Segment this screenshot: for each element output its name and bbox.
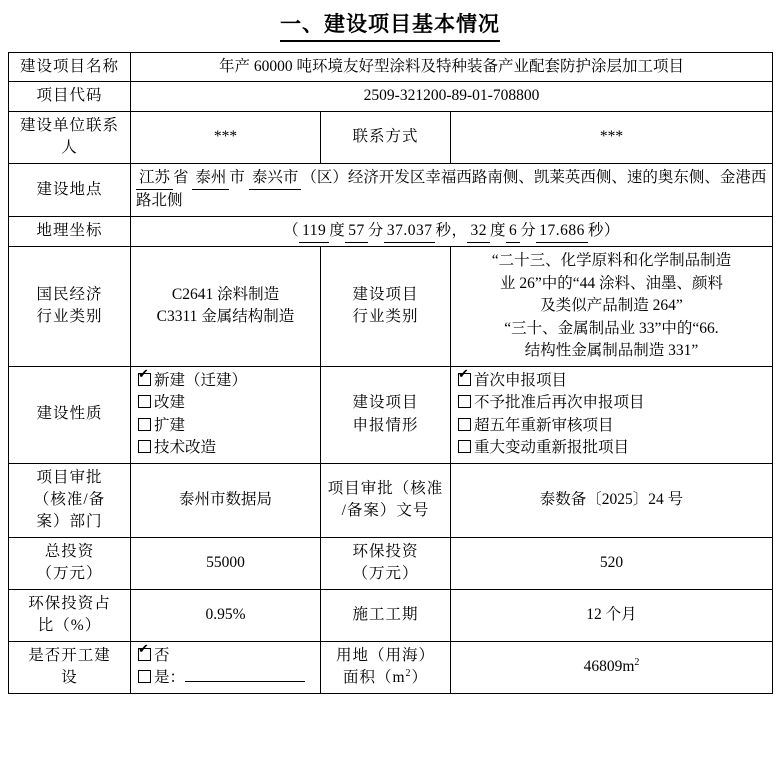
checkbox-option-yes[interactable] — [136, 667, 315, 689]
value-land-area — [451, 641, 773, 693]
value-coordinates: （ 119 度 57 分 37.037 秒， 32 度 6 分 17.686 秒） — [131, 216, 773, 246]
table-row — [9, 537, 773, 589]
label-construction-period: 施工工期 — [321, 589, 451, 641]
label-contact-method: 联系方式 — [321, 111, 451, 163]
coord-lat-second: 17.686 — [536, 220, 588, 243]
table-row — [9, 82, 773, 111]
option-label: 技术改造 — [154, 439, 217, 457]
location-city-suffix: 市 — [229, 168, 245, 186]
option-label: 不予批准后再次申报项目 — [474, 394, 645, 412]
checkbox-option-tech-upgrade[interactable] — [136, 437, 315, 459]
location-detail: 经济开发区幸福西路南侧、凯莱英西侧、速的奥东侧、金港西路北侧 — [136, 168, 767, 210]
label-industry-category — [9, 247, 131, 366]
option-label: 改建 — [154, 394, 186, 412]
coord-lon-degree: 119 — [299, 220, 329, 243]
project-industry-line-5: 结构性金属制品制造 331” — [524, 342, 699, 360]
checkbox-icon[interactable] — [458, 395, 471, 408]
label-approval-doc-line1: 项目审批（核准 — [327, 479, 444, 497]
value-contact-method: *** — [451, 111, 773, 163]
page-title-text: 一、建设项目基本情况 — [280, 8, 500, 42]
label-industry-category-line2: 行业类别 — [36, 308, 103, 326]
coord-lat-degree-unit: 度 — [489, 221, 506, 239]
checkbox-icon[interactable] — [138, 395, 151, 408]
table-row — [9, 247, 773, 366]
label-approval-department — [9, 463, 131, 537]
coord-lat-degree: 32 — [467, 220, 490, 243]
location-province: 江苏 — [136, 167, 173, 190]
option-label: 扩建 — [154, 416, 186, 434]
label-declaration-line1: 建设项目 — [352, 394, 419, 412]
label-started-line1: 是否开工建 — [28, 646, 111, 664]
label-env-ratio-line1: 环保投资占 — [28, 594, 111, 612]
checkbox-icon[interactable] — [138, 373, 151, 386]
value-total-investment: 55000 — [131, 537, 321, 589]
label-env-ratio-line2: 比（%） — [37, 617, 102, 635]
label-env-investment — [321, 537, 451, 589]
value-project-code: 2509-321200-89-01-708800 — [131, 82, 773, 111]
label-project-industry-category — [321, 247, 451, 366]
location-city: 泰州 — [192, 167, 229, 190]
label-approval-dept-line1: 项目审批 — [36, 468, 103, 486]
label-industry-category-line1: 国民经济 — [36, 285, 103, 303]
project-industry-line-2: 业 26”中的“44 涂料、油墨、颜料 — [499, 274, 723, 292]
option-label: 否 — [154, 646, 170, 664]
value-env-investment-ratio: 0.95% — [131, 589, 321, 641]
option-label: 是： — [154, 669, 186, 687]
label-approval-dept-line2: （核准/备 — [33, 490, 106, 508]
label-total-investment-line2: （万元） — [36, 565, 103, 583]
label-project-industry-line1: 建设项目 — [352, 285, 419, 303]
declaration-type-options — [451, 366, 773, 463]
label-declaration-line2: 申报情形 — [352, 416, 419, 434]
checkbox-icon[interactable] — [138, 670, 151, 683]
location-province-suffix: 省 — [173, 168, 189, 186]
table-row — [9, 641, 773, 693]
table-row — [9, 366, 773, 463]
value-approval-document-no: 泰数备〔2025〕24 号 — [451, 463, 773, 537]
start-date-input[interactable] — [185, 681, 305, 682]
label-env-investment-line1: 环保投资 — [352, 542, 419, 560]
label-project-name: 建设项目名称 — [9, 53, 131, 82]
land-area-unit-sup: 2 — [634, 657, 640, 669]
label-env-investment-line2: （万元） — [352, 565, 419, 583]
coord-lon-second-unit: 秒 — [435, 221, 452, 239]
value-construction-period: 12 个月 — [451, 589, 773, 641]
project-basic-info-table — [8, 52, 773, 694]
checkbox-icon[interactable] — [138, 418, 151, 431]
industry-code-1: C2641 涂料制造 — [171, 285, 280, 303]
value-approval-department: 泰州市数据局 — [131, 463, 321, 537]
table-row — [9, 463, 773, 537]
label-construction-started — [9, 641, 131, 693]
checkbox-option-first-declaration[interactable] — [456, 370, 767, 392]
label-land-area — [321, 641, 451, 693]
coord-lat-minute-unit: 分 — [520, 221, 537, 239]
checkbox-option-expand[interactable] — [136, 415, 315, 437]
project-industry-line-1: “二十三、化学原料和化学制品制造 — [491, 252, 732, 270]
location-district-suffix: （区） — [301, 168, 348, 186]
coord-lon-minute-unit: 分 — [367, 221, 384, 239]
checkbox-option-new[interactable] — [136, 370, 315, 392]
table-row — [9, 53, 773, 82]
label-construction-nature: 建设性质 — [9, 366, 131, 463]
option-label: 新建（迁建） — [154, 371, 248, 389]
project-industry-line-3: 及类似产品制造 264” — [540, 297, 683, 315]
value-contact-person: *** — [131, 111, 321, 163]
coord-lon-second: 37.037 — [384, 220, 436, 243]
value-env-investment: 520 — [451, 537, 773, 589]
checkbox-option-rebuild[interactable] — [136, 392, 315, 414]
label-approval-document-no — [321, 463, 451, 537]
table-row — [9, 163, 773, 216]
checkbox-option-major-change[interactable] — [456, 437, 767, 459]
coord-lon-degree-unit: 度 — [329, 221, 346, 239]
checkbox-option-no[interactable] — [136, 645, 315, 667]
industry-code-2: C3311 金属结构制造 — [156, 308, 295, 326]
land-area-number: 46809m — [583, 658, 635, 676]
construction-started-options — [131, 641, 321, 693]
checkbox-option-redeclaration[interactable] — [456, 392, 767, 414]
checkbox-icon[interactable] — [458, 373, 471, 386]
option-label: 超五年重新审核项目 — [474, 416, 614, 434]
value-location — [131, 163, 773, 216]
coord-lat-second-unit: 秒 — [587, 221, 604, 239]
page-title — [8, 0, 772, 52]
label-project-industry-line2: 行业类别 — [352, 308, 419, 326]
value-project-name: 年产 60000 吨环境友好型涂料及特种装备产业配套防护涂层加工项目 — [131, 53, 773, 82]
option-label: 首次申报项目 — [474, 371, 568, 389]
label-approval-doc-line2: /备案）文号 — [341, 502, 430, 520]
label-land-area-line1: 用地（用海） — [335, 646, 435, 664]
checkbox-option-over-five-years[interactable] — [456, 415, 767, 437]
label-approval-dept-line3: 案）部门 — [36, 513, 103, 531]
label-total-investment — [9, 537, 131, 589]
label-contact-person: 建设单位联系人 — [9, 111, 131, 163]
checkbox-icon[interactable] — [138, 440, 151, 453]
label-project-code: 项目代码 — [9, 82, 131, 111]
label-declaration-type — [321, 366, 451, 463]
location-district: 泰兴市 — [249, 167, 302, 190]
project-industry-line-4: “三十、金属制品业 33”中的“66. — [504, 319, 719, 337]
coord-lat-minute: 6 — [506, 220, 520, 243]
option-label: 重大变动重新报批项目 — [474, 439, 630, 457]
label-total-investment-line1: 总投资 — [44, 542, 95, 560]
table-row — [9, 589, 773, 641]
label-env-investment-ratio — [9, 589, 131, 641]
label-location: 建设地点 — [9, 163, 131, 216]
value-industry-category — [131, 247, 321, 366]
checkbox-icon[interactable] — [138, 648, 151, 661]
checkbox-icon[interactable] — [458, 440, 471, 453]
construction-nature-options — [131, 366, 321, 463]
table-row — [9, 216, 773, 246]
label-land-area-line2: 面积$(m^2)$ — [342, 668, 429, 687]
coord-lon-minute: 57 — [345, 220, 368, 243]
label-coordinates: 地理坐标 — [9, 216, 131, 246]
table-row — [9, 111, 773, 163]
checkbox-icon[interactable] — [458, 418, 471, 431]
label-started-line2: 设 — [61, 669, 78, 687]
value-project-industry-category — [451, 247, 773, 366]
